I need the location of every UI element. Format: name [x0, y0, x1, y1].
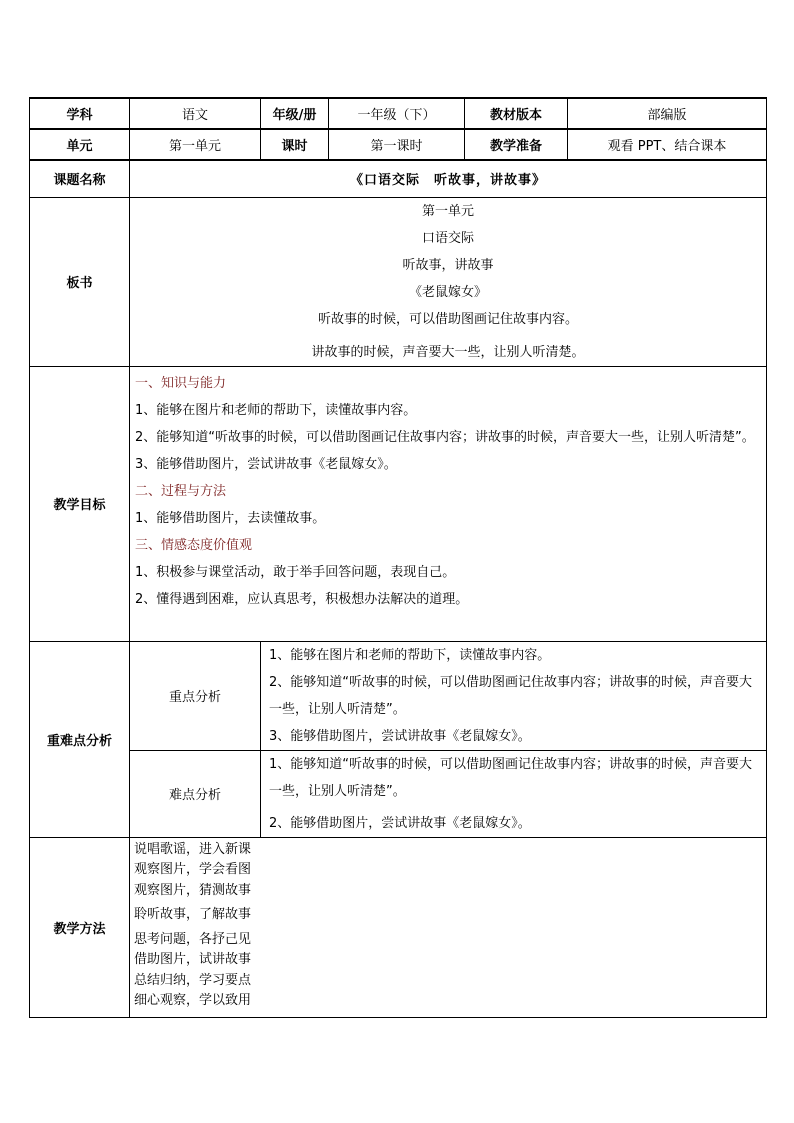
difficult-points-row [30, 750, 767, 837]
board-label: 板书 [30, 197, 130, 366]
method-item: 聆听故事，了解故事 [134, 907, 252, 922]
objective-item: 1、积极参与课堂活动，敢于举手回答问题，表现自己。 [135, 564, 456, 580]
unit-value: 第一单元 [130, 129, 261, 160]
difficult-point-item: 2、能够借助图片，尝试讲故事《老鼠嫁女》。 [269, 815, 531, 831]
key-points-row [30, 641, 767, 750]
board-line: 口语交际 [421, 230, 474, 246]
edition-label: 教材版本 [465, 98, 568, 129]
objective-item: 3、能够借助图片，尝试讲故事《老鼠嫁女》。 [135, 456, 397, 472]
methods-content [130, 837, 767, 1017]
edition-value: 部编版 [568, 98, 767, 129]
method-item: 观察图片，猜测故事 [134, 882, 252, 898]
grade-label: 年级/册 [261, 98, 329, 129]
objectives-label: 教学目标 [30, 366, 130, 641]
method-item: 思考问题，各抒己见 [134, 931, 252, 947]
subject-value: 语文 [130, 98, 261, 129]
objectives-content [130, 366, 767, 641]
methods-label: 教学方法 [30, 837, 130, 1017]
subject-label: 学科 [30, 98, 130, 129]
key-points-label: 重点分析 [130, 641, 261, 750]
topic-label: 课题名称 [30, 160, 130, 197]
topic-title: 《口语交际 听故事，讲故事》 [130, 160, 767, 197]
objectives-section-heading: 一、知识与能力 [135, 375, 227, 391]
objectives-section-heading: 二、过程与方法 [135, 483, 227, 499]
difficult-point-item: 1、能够知道“听故事的时候，可以借助图画记住故事内容；讲故事的时候，声音要大一些，让别人听清楚”。 [269, 756, 753, 799]
board-line: 听故事，讲故事 [402, 257, 494, 273]
lesson-plan-table [29, 97, 767, 1018]
grade-value: 一年级（下） [329, 98, 465, 129]
period-value: 第一课时 [329, 129, 465, 160]
objective-item: 1、能够在图片和老师的帮助下，读懂故事内容。 [135, 402, 417, 418]
prep-value: 观看 PPT、结合课本 [568, 129, 767, 160]
key-point-item: 1、能够在图片和老师的帮助下，读懂故事内容。 [269, 647, 551, 663]
method-item: 总结归纳，学习要点 [134, 972, 252, 988]
key-points-content [261, 641, 767, 750]
key-point-item: 3、能够借助图片，尝试讲故事《老鼠嫁女》。 [269, 728, 531, 744]
header-row-1 [30, 98, 767, 129]
methods-row [30, 837, 767, 1017]
objective-item: 2、懂得遇到困难，应认真思考，积极想办法解决的道理。 [135, 591, 469, 607]
board-line: 《老鼠嫁女》 [408, 284, 487, 300]
header-row-2 [30, 129, 767, 160]
method-item: 说唱歌谣，进入新课 [134, 841, 252, 857]
topic-row [30, 160, 767, 197]
period-label: 课时 [261, 129, 329, 160]
prep-label: 教学准备 [465, 129, 568, 160]
board-row [30, 197, 767, 366]
board-line: 讲故事的时候，声音要大一些，让别人听清楚。 [311, 344, 585, 360]
analysis-label: 重难点分析 [30, 641, 130, 837]
difficult-points-label: 难点分析 [130, 750, 261, 837]
key-point-item: 2、能够知道“听故事的时候，可以借助图画记住故事内容；讲故事的时候，声音要大一些，让别人听清楚”。 [269, 674, 753, 717]
method-item: 观察图片，学会看图 [134, 862, 252, 877]
board-line: 听故事的时候，可以借助图画记住故事内容。 [317, 311, 578, 327]
method-item: 借助图片，试讲故事 [134, 952, 252, 967]
board-line: 第一单元 [421, 203, 474, 219]
board-content [130, 197, 767, 366]
objective-item: 2、能够知道“听故事的时候，可以借助图画记住故事内容；讲故事的时候，声音要大一些，让别人听清楚”。 [135, 429, 755, 445]
objective-item: 1、能够借助图片，去读懂故事。 [135, 510, 326, 526]
objectives-section-heading: 三、情感态度价值观 [135, 537, 253, 553]
unit-label: 单元 [30, 129, 130, 160]
method-item: 细心观察，学以致用 [134, 993, 252, 1008]
difficult-points-content [261, 750, 767, 837]
objectives-row [30, 366, 767, 641]
